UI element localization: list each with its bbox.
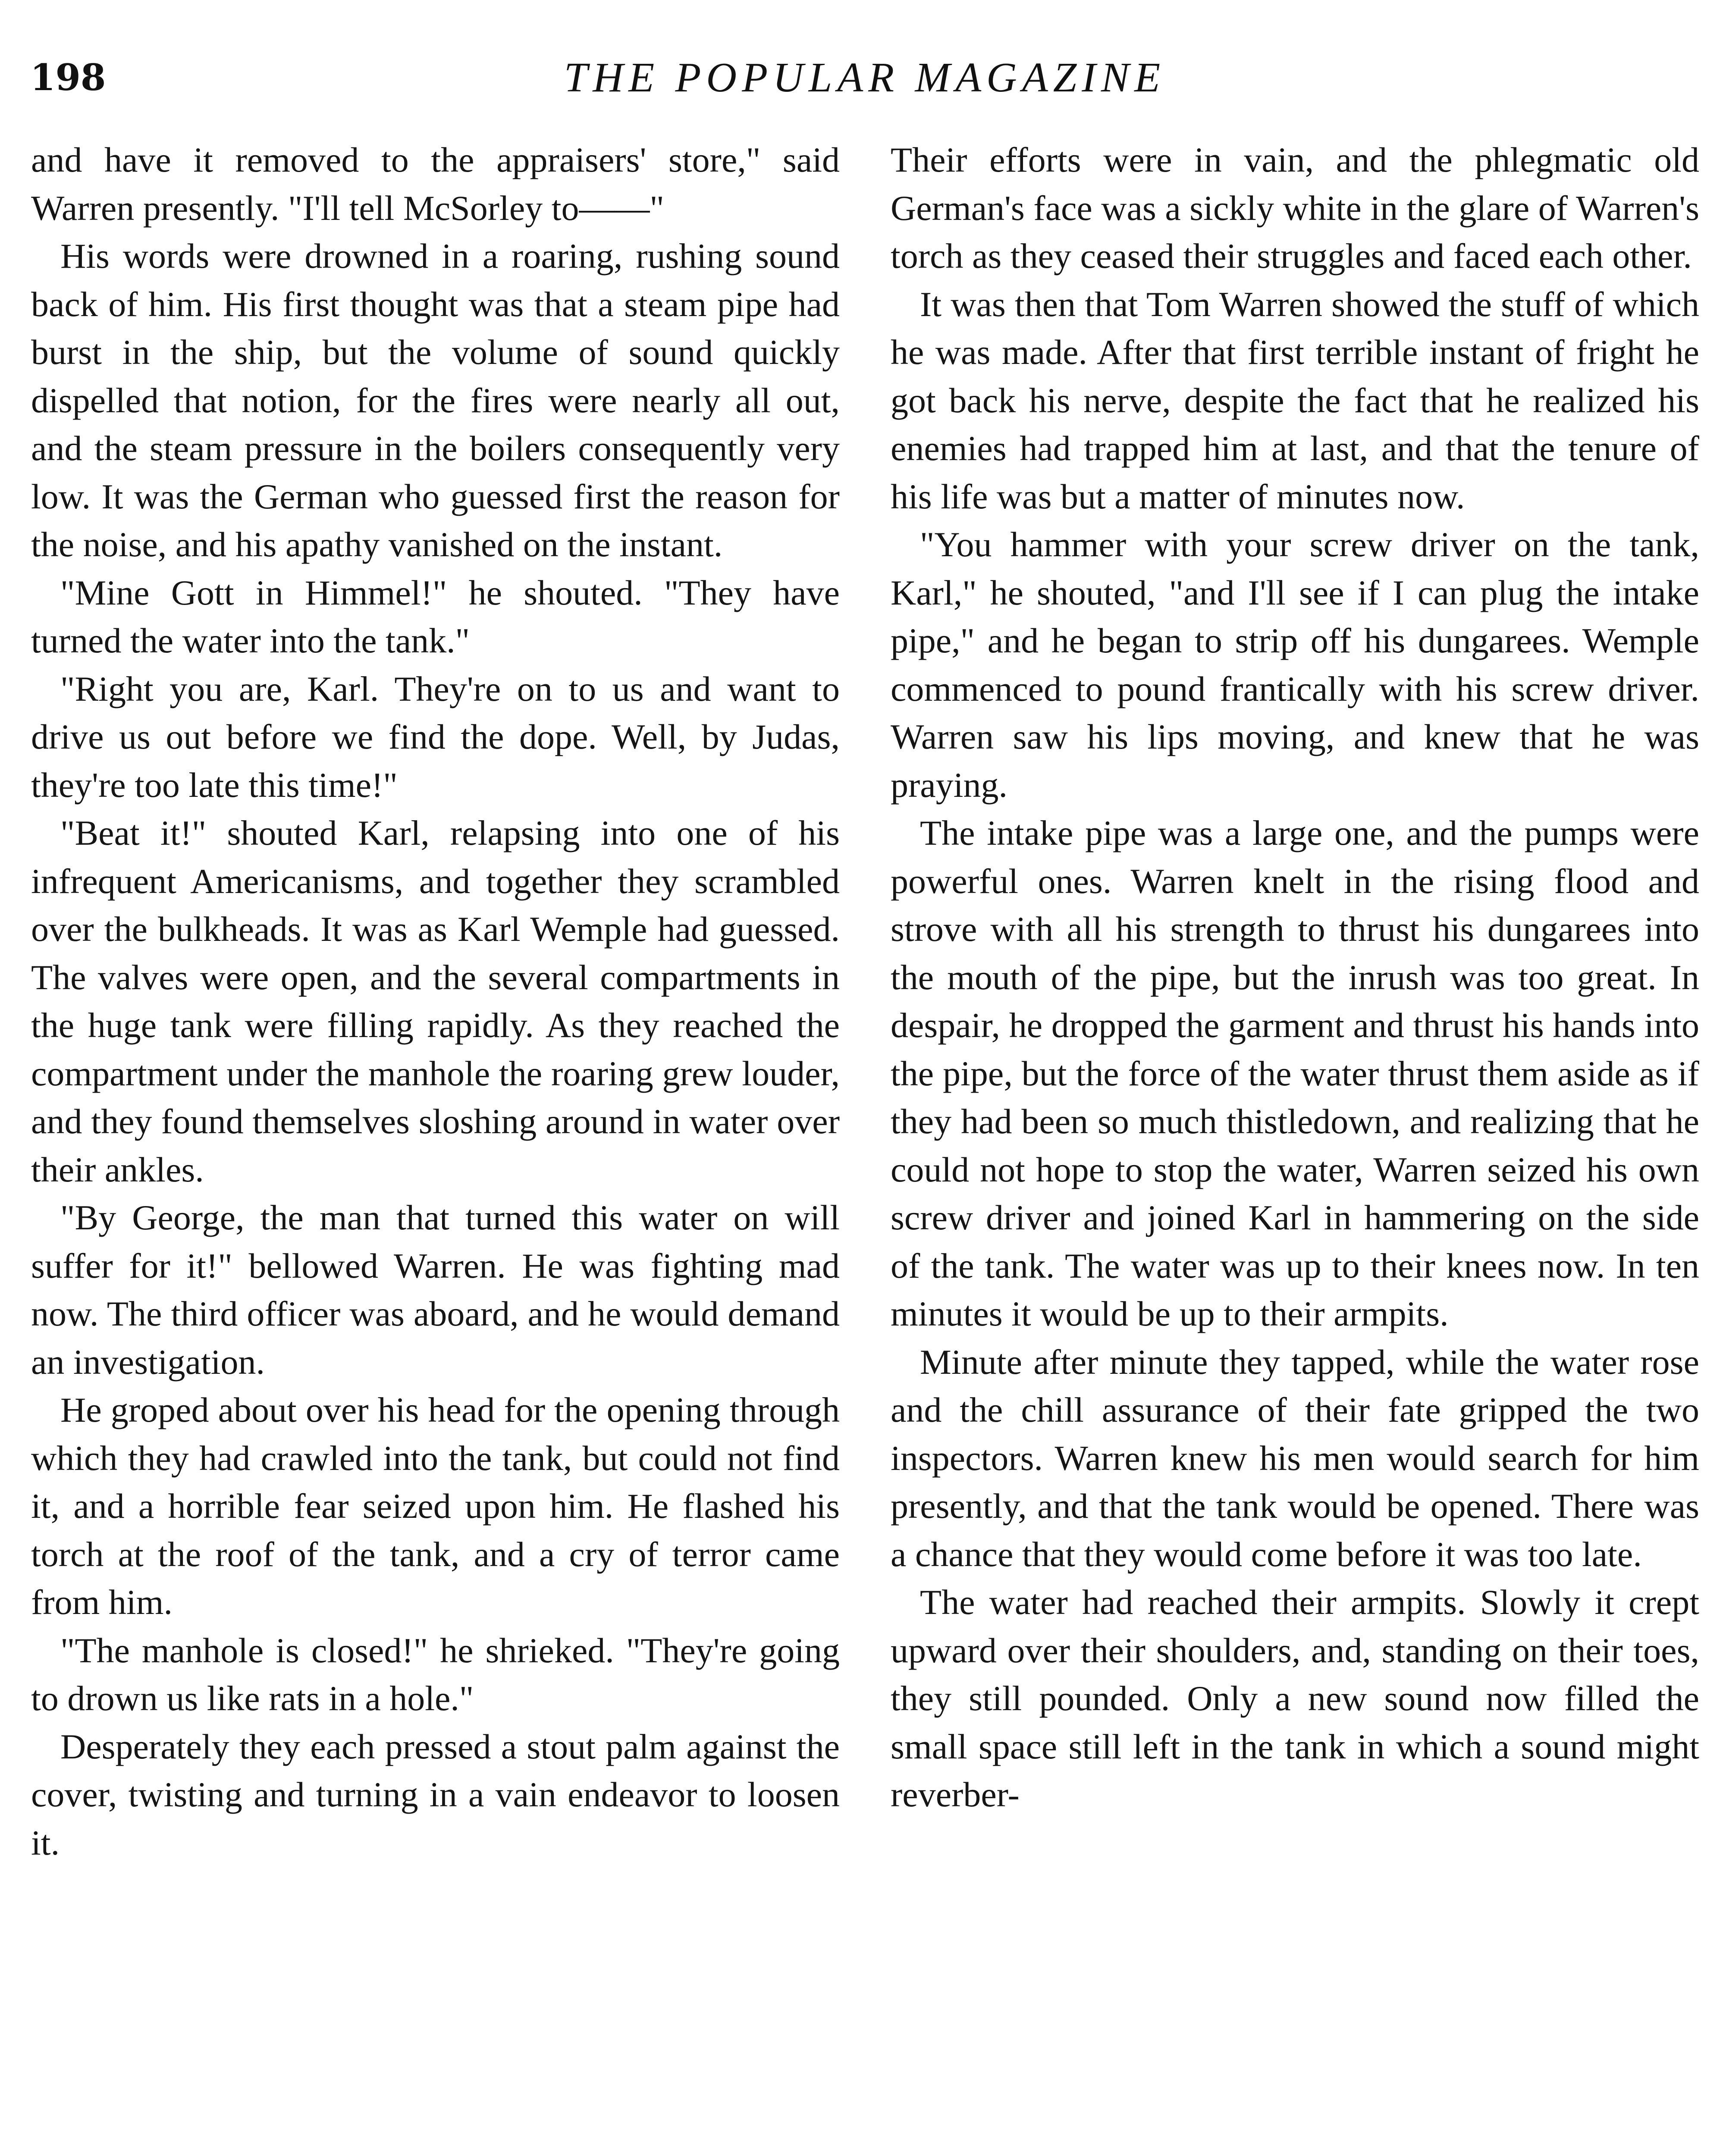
paragraph: "Beat it!" shouted Karl, relapsing into one of his infrequent Americanisms, and together they scrambled over the bulkheads. It was as Karl Wemple had guessed. The valves were open, and the several compartments in the huge tank were filling rapidly. As they reached the compartment under the manhole the roaring grew louder, and they found themselves sloshing around in water over their ankles. [31, 813, 840, 1189]
paragraph: and have it removed to the appraisers' store," said Warren presently. "I'll tell McSorley to——" [31, 140, 840, 228]
paragraph: Minute after minute they tapped, while the water rose and the chill assurance of their fate gripped the two inspectors. Warren knew his men would search for him presently, and that the tank would be opened. There was a chance that they would come before it was too late. [891, 1342, 1699, 1574]
paragraph: The intake pipe was a large one, and the pumps were powerful ones. Warren knelt in the rising flood and strove with all his strength to thrust his dungarees into the mouth of the pipe, but the inrush was too great. In despair, he dropped the garment and thrust his hands into the pipe, but the force of the water thrust them aside as if they had been so much thistledown, and realizing that he could not hope to stop the water, Warren seized his own screw driver and joined Karl in hammering on the side of the tank. The water was up to their knees now. In ten minutes it would be up to their armpits. [891, 813, 1699, 1333]
paragraph: "The manhole is closed!" he shrieked. "They're going to drown us like rats in a hole." [31, 1630, 840, 1718]
paragraph: "You hammer with your screw driver on the tank, Karl," he shouted, "and I'll see if I can plug the intake pipe," and he began to strip off his dungarees. Wemple commenced to pound frantically with his screw driver. Warren saw his lips moving, and knew that he was praying. [891, 525, 1699, 805]
paragraph: It was then that Tom Warren showed the stuff of which he was made. After that first terrible instant of fright he got back his nerve, despite the fact that he realized his enemies had trapped him at last, and that the tenure of his life was but a matter of minutes now. [891, 284, 1699, 516]
page-header [30, 47, 1699, 121]
paragraph: "Right you are, Karl. They're on to us and want to drive us out before we find the dope. Well, by Judas, they're too late this time!" [31, 669, 840, 805]
paragraph: Desperately they each pressed a stout palm against the cover, twisting and turning in a vain endeavor to loosen it. [31, 1727, 840, 1862]
paragraph: "Mine Gott in Himmel!" he shouted. "They have turned the water into the tank." [31, 573, 840, 660]
paragraph: His words were drowned in a roaring, rushing sound back of him. His first thought was that a steam pipe had burst in the ship, but the volume of sound quickly dispelled that notion, for the fires were nearly all out, and the steam pressure in the boilers consequently very low. It was the German who guessed first the reason for the noise, and his apathy vanished on the instant. [31, 236, 840, 564]
paragraph: The water had reached their armpits. Slowly it crept upward over their shoulders, and, standing on their toes, they still pounded. Only a new sound now filled the small space still left in the tank in which a sound might reverber- [891, 1583, 1699, 1814]
paragraph: He groped about over his head for the opening through which they had crawled into the tank, but could not find it, and a horrible fear seized upon him. He flashed his torch at the roof of the tank, and a cry of terror came from him. [31, 1390, 840, 1622]
right-column [891, 136, 1699, 1819]
paragraph: "By George, the man that turned this water on will suffer for it!" bellowed Warren. He was fighting mad now. The third officer was aboard, and he would demand an investigation. [31, 1198, 840, 1382]
running-head: THE POPULAR MAGAZINE [564, 54, 1166, 101]
paragraph: Their efforts were in vain, and the phlegmatic old German's face was a sickly white in the glare of Warren's torch as they ceased their struggles and faced each other. [891, 140, 1699, 276]
page-number: 198 [30, 56, 106, 99]
left-column [31, 136, 840, 1867]
